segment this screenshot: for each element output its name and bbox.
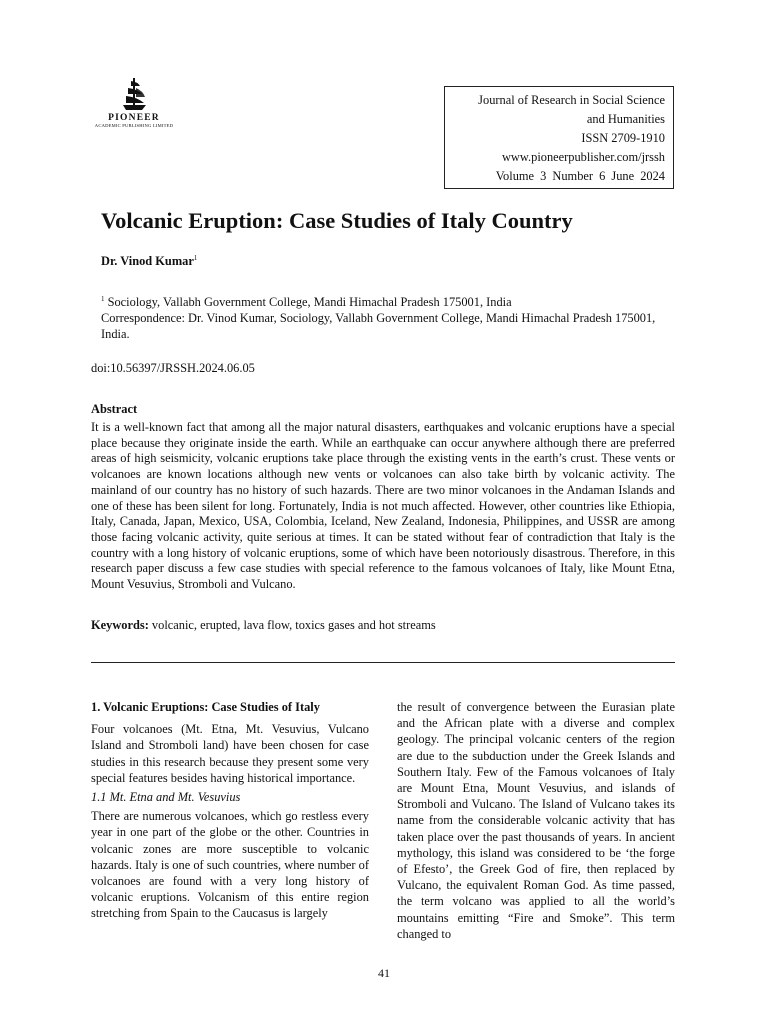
subsection-paragraph: There are numerous volcanoes, which go restless every year in one part of the globe or the other. Countries in volcanic zones are more susceptible to volcanic hazards. Italy is one of such countries, where number of volcanoes are found with a very long history of volcanic eruptions. Volcanism of this entire region stretching from Spain to the Caucasus is largely	[91, 809, 369, 921]
journal-name-cont: and Humanities	[586, 112, 665, 126]
section-paragraph: Four volcanoes (Mt. Etna, Mt. Vesuvius, Vulcano Island and Stromboli land) have been chosen for case studies in this research because they present some very special features besides having historical importance.	[91, 722, 369, 785]
affiliation	[101, 291, 661, 310]
subsection-heading: 1.1 Mt. Etna and Mt. Vesuvius	[91, 790, 241, 805]
abstract-heading: Abstract	[91, 402, 138, 416]
page-number: 41	[378, 966, 390, 980]
sailing-ship-icon	[118, 76, 150, 112]
journal-url[interactable]: www.pioneerpublisher.com/jrssh	[501, 150, 665, 164]
doi[interactable]: doi:10.56397/JRSSH.2024.06.05	[91, 361, 255, 375]
keywords-label: Keywords:	[91, 618, 149, 632]
author-superscript: 1	[193, 254, 198, 262]
author-name: Dr. Vinod Kumar	[101, 254, 194, 269]
correspondence: Correspondence: Dr. Vinod Kumar, Sociology, Vallabh Government College, Mandi Himachal Pradesh 175001, India.	[101, 311, 656, 342]
author-line	[101, 254, 197, 269]
section-divider	[91, 662, 675, 663]
journal-volume: Volume 3 Number 6 June 2024	[495, 169, 665, 183]
affiliation-text: Sociology, Vallabh Government College, Mandi Himachal Pradesh 175001, India	[104, 295, 512, 310]
paper-title: Volcanic Eruption: Case Studies of Italy Country	[101, 208, 573, 233]
journal-info-box	[444, 86, 674, 189]
section-heading: 1. Volcanic Eruptions: Case Studies of Italy	[91, 700, 320, 714]
logo-brand: PIONEER	[108, 113, 160, 123]
right-column	[397, 699, 675, 942]
affiliation-block	[101, 291, 661, 342]
abstract-text: It is a well-known fact that among all the major natural disasters, earthquakes and volcanic eruptions have a special place because they originate inside the earth. While an earthquake can occur anywhere although there are preferred areas of high seismicity, volcanic eruptions take place through the existing vents in the earth’s crust. These vents or volcanoes are known locations although new vents or volcanoes can also take birth by volcanic activity. The mainland of our country has no history of such hazards. There are two minor volcanoes in the Andaman Islands and one of these has been silent for long. Fortunately, India is not much affected. However, other countries like Ethiopia, Italy, Canada, Japan, Mexico, USA, Colombia, Iceland, New Zealand, Indonesia, Philippines, and USSR are among those facing volcanic activity, quite serious at times. It can be stated without fear of contradiction that Italy is the country with a long history of volcanic eruptions, some of which have been notoriously disastrous. Therefore, in this research paper discuss a few case studies with special reference to the famous volcanoes of Italy, like Mount Etna, Mount Vesuvius, Stromboli and Vulcano.	[91, 420, 675, 592]
affiliation-superscript: 1	[101, 295, 105, 303]
logo-tagline: ACADEMIC PUBLISHING LIMITED	[94, 123, 174, 128]
journal-issn: ISSN 2709-1910	[581, 131, 665, 145]
keywords	[91, 618, 675, 633]
publisher-logo	[88, 76, 180, 138]
keywords-text: volcanic, erupted, lava flow, toxics gases and hot streams	[148, 618, 436, 632]
left-column	[91, 699, 369, 922]
right-column-paragraph: the result of convergence between the Eurasian plate and the African plate with a diverse and complex geology. The principal volcanic centers of the region are due to the subduction under the Greek Islands and Southern Italy. Few of the Famous volcanoes of Italy are Mount Etna, Mount Vesuvius, and islands of Stromboli and Vulcano. The Island of Vulcano takes its name from the considerable volcanic activity that has taken place over the past thousands of years. In ancient mythology, this island was considered to be ‘the forge of Efesto’, the Greek God of fire, then replaced by Vulcano, the equivalent Roman God. As time passed, the term volcano was applied to all the world’s mountains emitting “Fire and Smoke”. This term changed to	[397, 700, 675, 941]
journal-name: Journal of Research in Social Science	[478, 93, 665, 107]
